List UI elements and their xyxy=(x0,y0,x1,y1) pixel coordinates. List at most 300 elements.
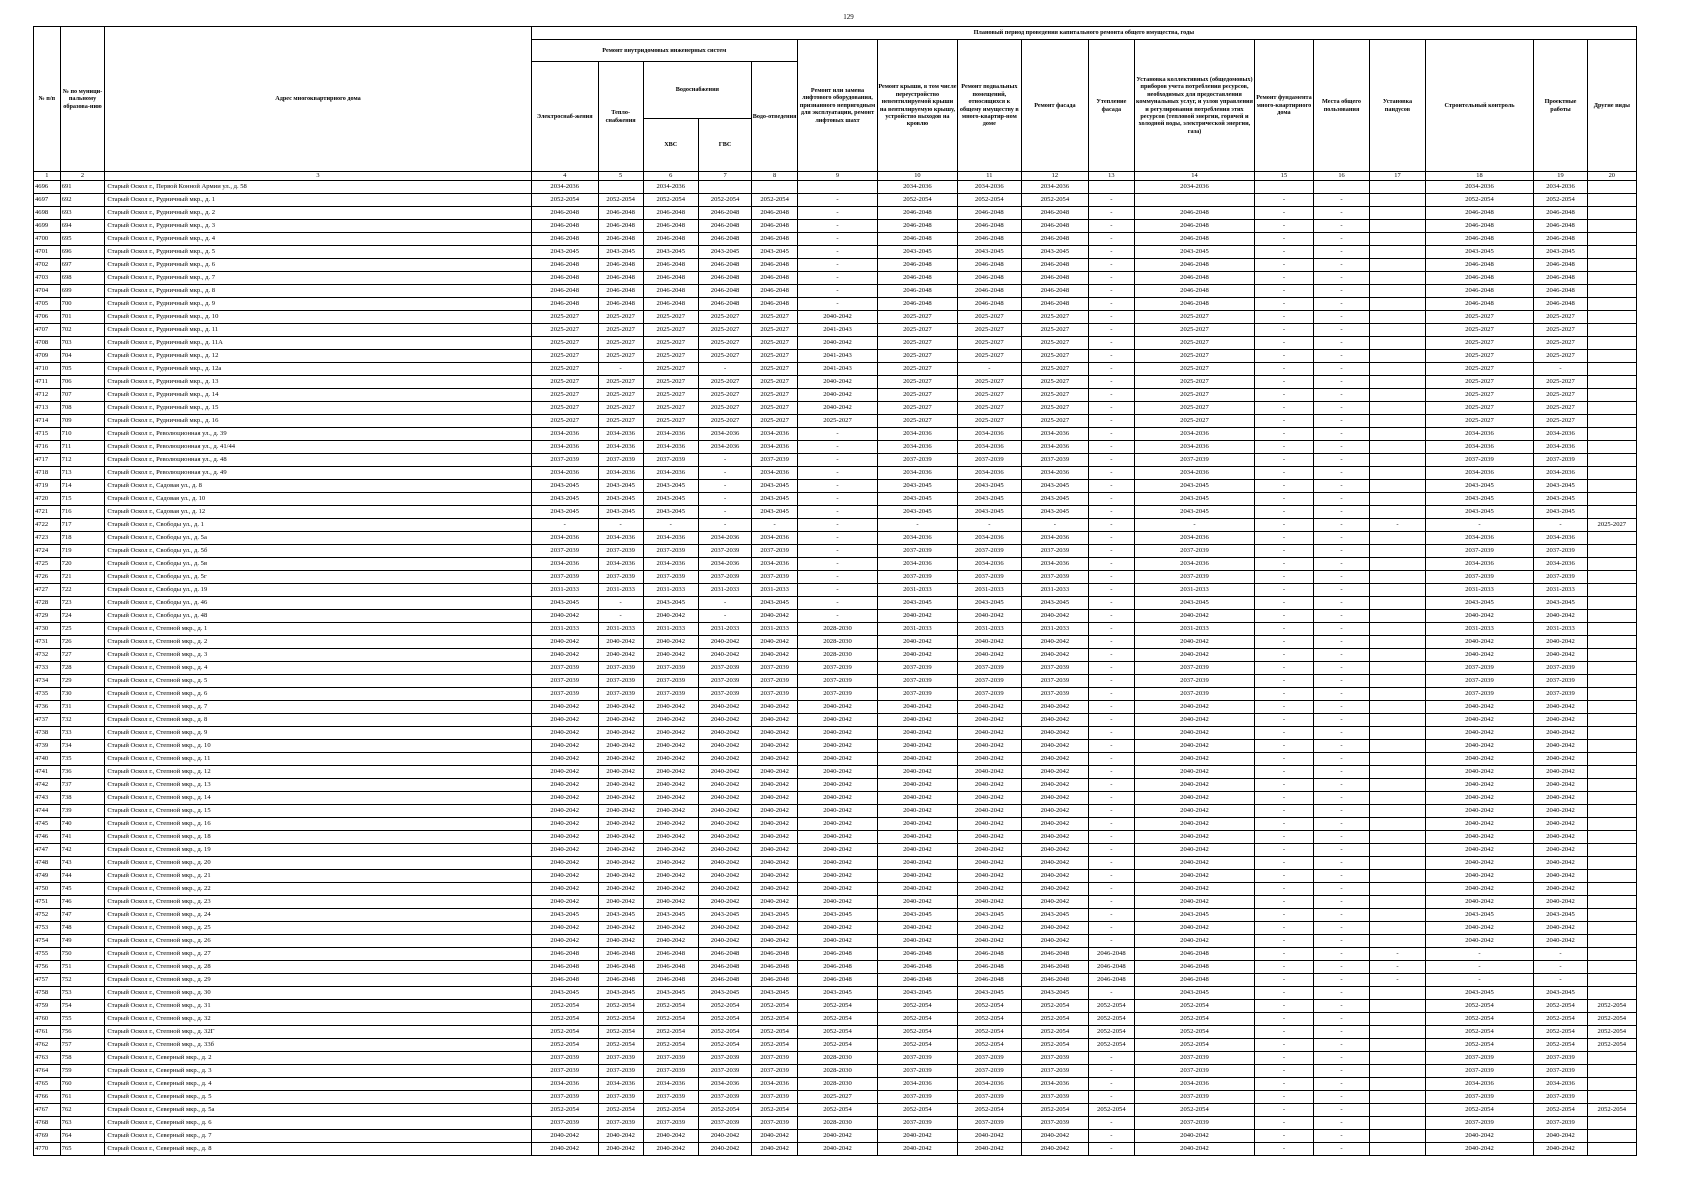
period-cell: - xyxy=(1255,921,1314,934)
period-cell: 2043-2045 xyxy=(1534,505,1587,518)
period-cell: - xyxy=(1313,505,1369,518)
period-cell: 2040-2042 xyxy=(643,752,698,765)
period-cell: - xyxy=(1088,310,1134,323)
period-cell: 2046-2048 xyxy=(1534,232,1587,245)
period-cell: 2040-2042 xyxy=(798,882,878,895)
period-cell: 2046-2048 xyxy=(877,258,957,271)
index-cell: 756 xyxy=(60,1025,105,1038)
period-cell: - xyxy=(1255,973,1314,986)
address-cell: Старый Оскол г., Степной мкр., д. 12 xyxy=(105,765,531,778)
period-cell xyxy=(1587,466,1636,479)
address-cell: Старый Оскол г., Первой Конной Армии ул., д. 58 xyxy=(105,180,531,193)
period-cell xyxy=(1370,765,1425,778)
period-cell: 2037-2039 xyxy=(1534,687,1587,700)
index-cell: 4727 xyxy=(34,583,61,596)
period-cell: 2046-2048 xyxy=(752,271,798,284)
period-cell: 2043-2045 xyxy=(1021,245,1088,258)
period-cell: 2040-2042 xyxy=(798,700,878,713)
address-cell: Старый Оскол г., Степной мкр., д. 8 xyxy=(105,713,531,726)
table-row xyxy=(34,388,1637,401)
period-cell: 2040-2042 xyxy=(1534,856,1587,869)
period-cell: - xyxy=(1088,791,1134,804)
period-cell: 2043-2045 xyxy=(1534,596,1587,609)
period-cell: 2046-2048 xyxy=(598,206,643,219)
period-cell: 2025-2027 xyxy=(957,375,1021,388)
period-cell: - xyxy=(1088,323,1134,336)
period-cell: 2025-2027 xyxy=(1134,323,1254,336)
period-cell: - xyxy=(1255,284,1314,297)
table-row xyxy=(34,635,1637,648)
index-cell: 4755 xyxy=(34,947,61,960)
period-cell: - xyxy=(798,245,878,258)
period-cell: 2040-2042 xyxy=(957,765,1021,778)
period-cell: 2040-2042 xyxy=(798,791,878,804)
period-cell: 2040-2042 xyxy=(798,921,878,934)
period-cell: 2046-2048 xyxy=(752,206,798,219)
period-cell: - xyxy=(1313,752,1369,765)
period-cell: 2052-2054 xyxy=(1021,999,1088,1012)
period-cell: 2046-2048 xyxy=(1021,284,1088,297)
period-cell: 2040-2042 xyxy=(643,830,698,843)
period-cell: - xyxy=(1021,518,1088,531)
period-cell: 2025-2027 xyxy=(1425,362,1534,375)
address-cell: Старый Оскол г., Свободы ул., д. 48 xyxy=(105,609,531,622)
period-cell: 2040-2042 xyxy=(531,752,598,765)
period-cell: 2040-2042 xyxy=(752,752,798,765)
period-cell xyxy=(1370,349,1425,362)
period-cell: 2025-2027 xyxy=(598,336,643,349)
period-cell: 2025-2027 xyxy=(698,310,751,323)
period-cell: 2040-2042 xyxy=(643,635,698,648)
index-cell: 4705 xyxy=(34,297,61,310)
period-cell: 2040-2042 xyxy=(598,856,643,869)
period-cell: 2040-2042 xyxy=(698,726,751,739)
period-cell: - xyxy=(1313,856,1369,869)
period-cell xyxy=(1370,232,1425,245)
period-cell: - xyxy=(1088,895,1134,908)
period-cell: - xyxy=(1313,804,1369,817)
address-cell: Старый Оскол г., Садовая ул., д. 12 xyxy=(105,505,531,518)
period-cell: - xyxy=(798,440,878,453)
period-cell: 2034-2036 xyxy=(877,1077,957,1090)
period-cell: 2040-2042 xyxy=(957,752,1021,765)
column-number: 10 xyxy=(877,172,957,181)
period-cell: 2040-2042 xyxy=(643,700,698,713)
period-cell: 2025-2027 xyxy=(698,336,751,349)
period-cell: - xyxy=(1313,596,1369,609)
period-cell: 2037-2039 xyxy=(531,674,598,687)
period-cell: - xyxy=(698,596,751,609)
period-cell: 2043-2045 xyxy=(1134,245,1254,258)
period-cell: 2031-2033 xyxy=(1134,622,1254,635)
period-cell: - xyxy=(1313,193,1369,206)
period-cell: - xyxy=(1255,999,1314,1012)
index-cell: 744 xyxy=(60,869,105,882)
period-cell: 2040-2042 xyxy=(752,609,798,622)
period-cell: 2040-2042 xyxy=(1534,817,1587,830)
period-cell: 2043-2045 xyxy=(598,505,643,518)
period-cell: 2052-2054 xyxy=(643,1103,698,1116)
period-cell: - xyxy=(1255,297,1314,310)
index-cell: 4710 xyxy=(34,362,61,375)
address-cell: Старый Оскол г., Степной мкр., д. 32 xyxy=(105,1012,531,1025)
period-cell: 2034-2036 xyxy=(1425,1077,1534,1090)
period-cell xyxy=(1370,674,1425,687)
period-cell: - xyxy=(1313,817,1369,830)
period-cell: 2046-2048 xyxy=(698,258,751,271)
period-cell: 2037-2039 xyxy=(752,661,798,674)
index-cell: 724 xyxy=(60,609,105,622)
index-cell: 734 xyxy=(60,739,105,752)
period-cell: 2040-2042 xyxy=(698,713,751,726)
period-cell xyxy=(1587,869,1636,882)
table-row xyxy=(34,544,1637,557)
period-cell: 2034-2036 xyxy=(957,466,1021,479)
period-cell: 2040-2042 xyxy=(877,609,957,622)
period-cell: - xyxy=(1088,1090,1134,1103)
period-cell: 2040-2042 xyxy=(598,869,643,882)
table-row xyxy=(34,492,1637,505)
index-cell: 757 xyxy=(60,1038,105,1051)
col-municipal-number-header: № по муници-пальному образова-нию xyxy=(60,27,105,172)
period-cell: 2052-2054 xyxy=(598,193,643,206)
period-cell xyxy=(1370,635,1425,648)
index-cell: 740 xyxy=(60,817,105,830)
period-cell: 2040-2042 xyxy=(957,1142,1021,1155)
period-cell: 2040-2042 xyxy=(798,388,878,401)
index-cell: 704 xyxy=(60,349,105,362)
period-cell: 2052-2054 xyxy=(1425,1038,1534,1051)
period-cell: 2037-2039 xyxy=(643,674,698,687)
period-cell: 2040-2042 xyxy=(643,895,698,908)
period-cell: - xyxy=(1313,206,1369,219)
period-cell: 2037-2039 xyxy=(1534,674,1587,687)
period-cell: - xyxy=(1255,700,1314,713)
period-cell: - xyxy=(698,466,751,479)
period-cell: 2043-2045 xyxy=(531,596,598,609)
drainage-header: Водо-отведения xyxy=(752,62,798,172)
period-cell: - xyxy=(1088,1129,1134,1142)
period-cell: - xyxy=(1088,674,1134,687)
period-cell: 2040-2042 xyxy=(643,791,698,804)
period-cell xyxy=(1370,531,1425,544)
period-cell: 2034-2036 xyxy=(1425,427,1534,440)
period-cell: 2052-2054 xyxy=(1534,999,1587,1012)
period-cell: - xyxy=(1088,362,1134,375)
period-cell: 2040-2042 xyxy=(531,635,598,648)
period-cell: 2043-2045 xyxy=(1534,492,1587,505)
period-cell: 2040-2042 xyxy=(531,817,598,830)
index-cell: 4708 xyxy=(34,336,61,349)
period-cell: - xyxy=(1313,1103,1369,1116)
period-cell: - xyxy=(1088,908,1134,921)
period-cell: 2040-2042 xyxy=(877,739,957,752)
period-cell: 2025-2027 xyxy=(1534,414,1587,427)
period-cell: 2034-2036 xyxy=(752,531,798,544)
address-cell: Старый Оскол г., Степной мкр., д. 31 xyxy=(105,999,531,1012)
period-cell xyxy=(1587,687,1636,700)
period-cell: 2040-2042 xyxy=(698,869,751,882)
period-cell: 2046-2048 xyxy=(1134,284,1254,297)
period-cell: 2046-2048 xyxy=(1134,947,1254,960)
period-cell: - xyxy=(1255,492,1314,505)
period-cell: - xyxy=(1088,1064,1134,1077)
period-cell xyxy=(1370,921,1425,934)
period-cell: 2037-2039 xyxy=(1534,544,1587,557)
period-cell: 2052-2054 xyxy=(531,999,598,1012)
period-cell: 2040-2042 xyxy=(752,804,798,817)
period-cell: 2043-2045 xyxy=(598,492,643,505)
period-cell: 2040-2042 xyxy=(752,856,798,869)
period-cell: 2034-2036 xyxy=(643,1077,698,1090)
period-cell: 2040-2042 xyxy=(531,609,598,622)
index-cell: 722 xyxy=(60,583,105,596)
index-cell: 4762 xyxy=(34,1038,61,1051)
period-cell xyxy=(1255,180,1314,193)
period-cell: 2037-2039 xyxy=(1425,1064,1534,1077)
column-number: 7 xyxy=(698,172,751,181)
period-cell: 2037-2039 xyxy=(643,1051,698,1064)
period-cell: 2025-2027 xyxy=(1021,375,1088,388)
period-cell: - xyxy=(1313,921,1369,934)
period-cell xyxy=(1370,583,1425,596)
period-cell xyxy=(1313,180,1369,193)
period-cell: 2046-2048 xyxy=(752,219,798,232)
period-cell: 2046-2048 xyxy=(877,973,957,986)
period-cell: - xyxy=(1313,609,1369,622)
period-cell: 2046-2048 xyxy=(957,973,1021,986)
period-cell: 2040-2042 xyxy=(957,700,1021,713)
address-cell: Старый Оскол г., Северный мкр., д. 5а xyxy=(105,1103,531,1116)
period-cell: 2040-2042 xyxy=(877,700,957,713)
basement-header: Ремонт подвальных помещений, относящихся к общему имуществу в много-квартир-ном доме xyxy=(957,40,1021,172)
address-cell: Старый Оскол г., Северный мкр., д. 7 xyxy=(105,1129,531,1142)
period-cell xyxy=(1370,687,1425,700)
index-cell: 4725 xyxy=(34,557,61,570)
period-cell: 2040-2042 xyxy=(798,765,878,778)
period-cell: 2037-2039 xyxy=(531,544,598,557)
period-cell: 2052-2054 xyxy=(1021,1103,1088,1116)
period-cell: - xyxy=(698,505,751,518)
period-cell: 2046-2048 xyxy=(1425,284,1534,297)
period-cell: 2025-2027 xyxy=(1587,518,1636,531)
period-cell: - xyxy=(1255,401,1314,414)
period-cell: 2037-2039 xyxy=(643,544,698,557)
period-cell: - xyxy=(1134,518,1254,531)
period-cell xyxy=(1370,739,1425,752)
index-cell: 727 xyxy=(60,648,105,661)
period-cell: 2040-2042 xyxy=(798,739,878,752)
period-cell: 2031-2033 xyxy=(1021,622,1088,635)
period-cell: 2040-2042 xyxy=(1134,648,1254,661)
period-cell: 2040-2042 xyxy=(1425,778,1534,791)
period-cell: - xyxy=(877,518,957,531)
index-cell: 4769 xyxy=(34,1129,61,1142)
period-cell: 2025-2027 xyxy=(877,388,957,401)
period-cell: - xyxy=(798,518,878,531)
period-cell: 2034-2036 xyxy=(877,531,957,544)
index-cell: 738 xyxy=(60,791,105,804)
period-cell: 2034-2036 xyxy=(698,531,751,544)
period-cell: 2037-2039 xyxy=(531,687,598,700)
period-cell: - xyxy=(1255,609,1314,622)
period-cell: - xyxy=(1088,440,1134,453)
table-row xyxy=(34,180,1637,193)
period-cell: 2037-2039 xyxy=(798,661,878,674)
address-cell: Старый Оскол г., Революционная ул., д. 48 xyxy=(105,453,531,466)
period-cell: 2043-2045 xyxy=(1021,492,1088,505)
period-cell: 2025-2027 xyxy=(643,310,698,323)
address-cell: Старый Оскол г., Степной мкр., д. 15 xyxy=(105,804,531,817)
period-cell: 2043-2045 xyxy=(957,908,1021,921)
period-cell: 2040-2042 xyxy=(698,882,751,895)
address-cell: Старый Оскол г., Садовая ул., д. 8 xyxy=(105,479,531,492)
period-cell: 2043-2045 xyxy=(531,492,598,505)
period-cell: 2037-2039 xyxy=(598,570,643,583)
period-cell: 2043-2045 xyxy=(1534,986,1587,999)
period-cell: - xyxy=(1313,518,1369,531)
period-cell xyxy=(1370,1142,1425,1155)
period-cell: 2025-2027 xyxy=(1425,323,1534,336)
period-cell: 2040-2042 xyxy=(1021,635,1088,648)
period-cell xyxy=(1587,830,1636,843)
address-cell: Старый Оскол г., Рудничный мкр., д. 7 xyxy=(105,271,531,284)
period-cell: 2025-2027 xyxy=(531,336,598,349)
col-npp-header: № п/п xyxy=(34,27,61,172)
period-cell: - xyxy=(798,258,878,271)
period-cell: 2025-2027 xyxy=(531,375,598,388)
period-cell: 2040-2042 xyxy=(957,778,1021,791)
column-number: 4 xyxy=(531,172,598,181)
period-cell: 2046-2048 xyxy=(643,284,698,297)
period-cell: 2046-2048 xyxy=(1021,258,1088,271)
period-cell xyxy=(1370,310,1425,323)
period-cell: - xyxy=(1255,453,1314,466)
period-cell: 2034-2036 xyxy=(877,427,957,440)
table-row xyxy=(34,986,1637,999)
address-cell: Старый Оскол г., Степной мкр., д. 5 xyxy=(105,674,531,687)
period-cell: 2046-2048 xyxy=(643,271,698,284)
period-cell: 2052-2054 xyxy=(1534,193,1587,206)
address-cell: Старый Оскол г., Степной мкр., д. 33б xyxy=(105,1038,531,1051)
period-cell: 2037-2039 xyxy=(1134,1051,1254,1064)
period-cell: 2046-2048 xyxy=(1021,271,1088,284)
period-cell: 2040-2042 xyxy=(698,1142,751,1155)
period-cell: 2046-2048 xyxy=(531,973,598,986)
period-cell: 2040-2042 xyxy=(957,1129,1021,1142)
period-cell: 2040-2042 xyxy=(1021,804,1088,817)
period-cell: 2052-2054 xyxy=(1534,1038,1587,1051)
period-cell: 2043-2045 xyxy=(531,986,598,999)
period-cell: 2046-2048 xyxy=(643,206,698,219)
table-header xyxy=(34,27,1637,181)
period-cell: 2052-2054 xyxy=(531,1012,598,1025)
period-cell: 2037-2039 xyxy=(1134,453,1254,466)
column-number: 14 xyxy=(1134,172,1254,181)
period-cell: 2031-2033 xyxy=(1021,583,1088,596)
period-cell: - xyxy=(1534,518,1587,531)
period-cell: 2040-2042 xyxy=(698,817,751,830)
period-cell: - xyxy=(1313,843,1369,856)
period-cell: - xyxy=(1255,687,1314,700)
period-cell: - xyxy=(1255,908,1314,921)
period-cell xyxy=(1370,193,1425,206)
period-cell: 2040-2042 xyxy=(1425,895,1534,908)
period-cell: 2037-2039 xyxy=(1134,544,1254,557)
period-cell xyxy=(1370,908,1425,921)
period-cell: 2037-2039 xyxy=(698,661,751,674)
period-cell: 2040-2042 xyxy=(957,934,1021,947)
table-row xyxy=(34,232,1637,245)
period-cell: 2040-2042 xyxy=(877,856,957,869)
period-cell: 2040-2042 xyxy=(598,804,643,817)
period-cell: 2040-2042 xyxy=(1134,791,1254,804)
period-cell: 2052-2054 xyxy=(531,1038,598,1051)
period-cell: - xyxy=(798,505,878,518)
period-cell: 2034-2036 xyxy=(957,180,1021,193)
period-cell: 2037-2039 xyxy=(957,1116,1021,1129)
period-cell: 2025-2027 xyxy=(643,388,698,401)
roof-header: Ремонт крыши, в том числе переустройство невентилируемой крыши на вентилируемую крышу, устройство выходов на кровлю xyxy=(877,40,957,172)
capital-repair-schedule xyxy=(33,26,1637,1156)
period-cell: - xyxy=(957,362,1021,375)
period-cell xyxy=(1587,973,1636,986)
address-cell: Старый Оскол г., Степной мкр., д. 3 xyxy=(105,648,531,661)
period-cell: 2040-2042 xyxy=(531,843,598,856)
period-cell xyxy=(1587,206,1636,219)
period-cell: - xyxy=(698,453,751,466)
period-cell: 2046-2048 xyxy=(1534,206,1587,219)
period-cell xyxy=(1370,466,1425,479)
period-cell: - xyxy=(1313,622,1369,635)
period-cell: 2034-2036 xyxy=(1534,440,1587,453)
period-cell: 2040-2042 xyxy=(877,895,957,908)
period-cell: 2040-2042 xyxy=(698,856,751,869)
period-cell: - xyxy=(1255,1064,1314,1077)
period-cell: 2043-2045 xyxy=(698,986,751,999)
period-cell: 2046-2048 xyxy=(957,206,1021,219)
period-cell: 2052-2054 xyxy=(957,1038,1021,1051)
index-cell: 4703 xyxy=(34,271,61,284)
period-cell: 2040-2042 xyxy=(1425,817,1534,830)
period-cell: 2043-2045 xyxy=(1425,492,1534,505)
period-cell: 2040-2042 xyxy=(531,648,598,661)
period-cell: 2046-2048 xyxy=(1425,297,1534,310)
period-cell: 2040-2042 xyxy=(1021,934,1088,947)
period-cell xyxy=(1587,713,1636,726)
period-cell: 2025-2027 xyxy=(1021,310,1088,323)
period-cell: - xyxy=(1313,674,1369,687)
address-cell: Старый Оскол г., Степной мкр., д. 2 xyxy=(105,635,531,648)
period-cell: 2034-2036 xyxy=(1021,466,1088,479)
period-cell xyxy=(1587,856,1636,869)
period-cell: 2025-2027 xyxy=(752,323,798,336)
period-cell: 2046-2048 xyxy=(698,284,751,297)
period-cell: - xyxy=(1255,349,1314,362)
period-cell: 2046-2048 xyxy=(1021,206,1088,219)
column-number: 9 xyxy=(798,172,878,181)
period-cell: 2040-2042 xyxy=(1134,882,1254,895)
period-cell: 2052-2054 xyxy=(1587,1012,1636,1025)
period-cell: 2043-2045 xyxy=(957,505,1021,518)
period-cell: 2034-2036 xyxy=(752,1077,798,1090)
period-cell: 2052-2054 xyxy=(877,1025,957,1038)
period-cell: 2040-2042 xyxy=(1425,700,1534,713)
period-cell xyxy=(1587,557,1636,570)
period-cell: 2025-2027 xyxy=(957,388,1021,401)
planned-period-header: Плановый период проведения капитального ремонта общего имущества, годы xyxy=(531,27,1636,40)
table-row xyxy=(34,362,1637,375)
